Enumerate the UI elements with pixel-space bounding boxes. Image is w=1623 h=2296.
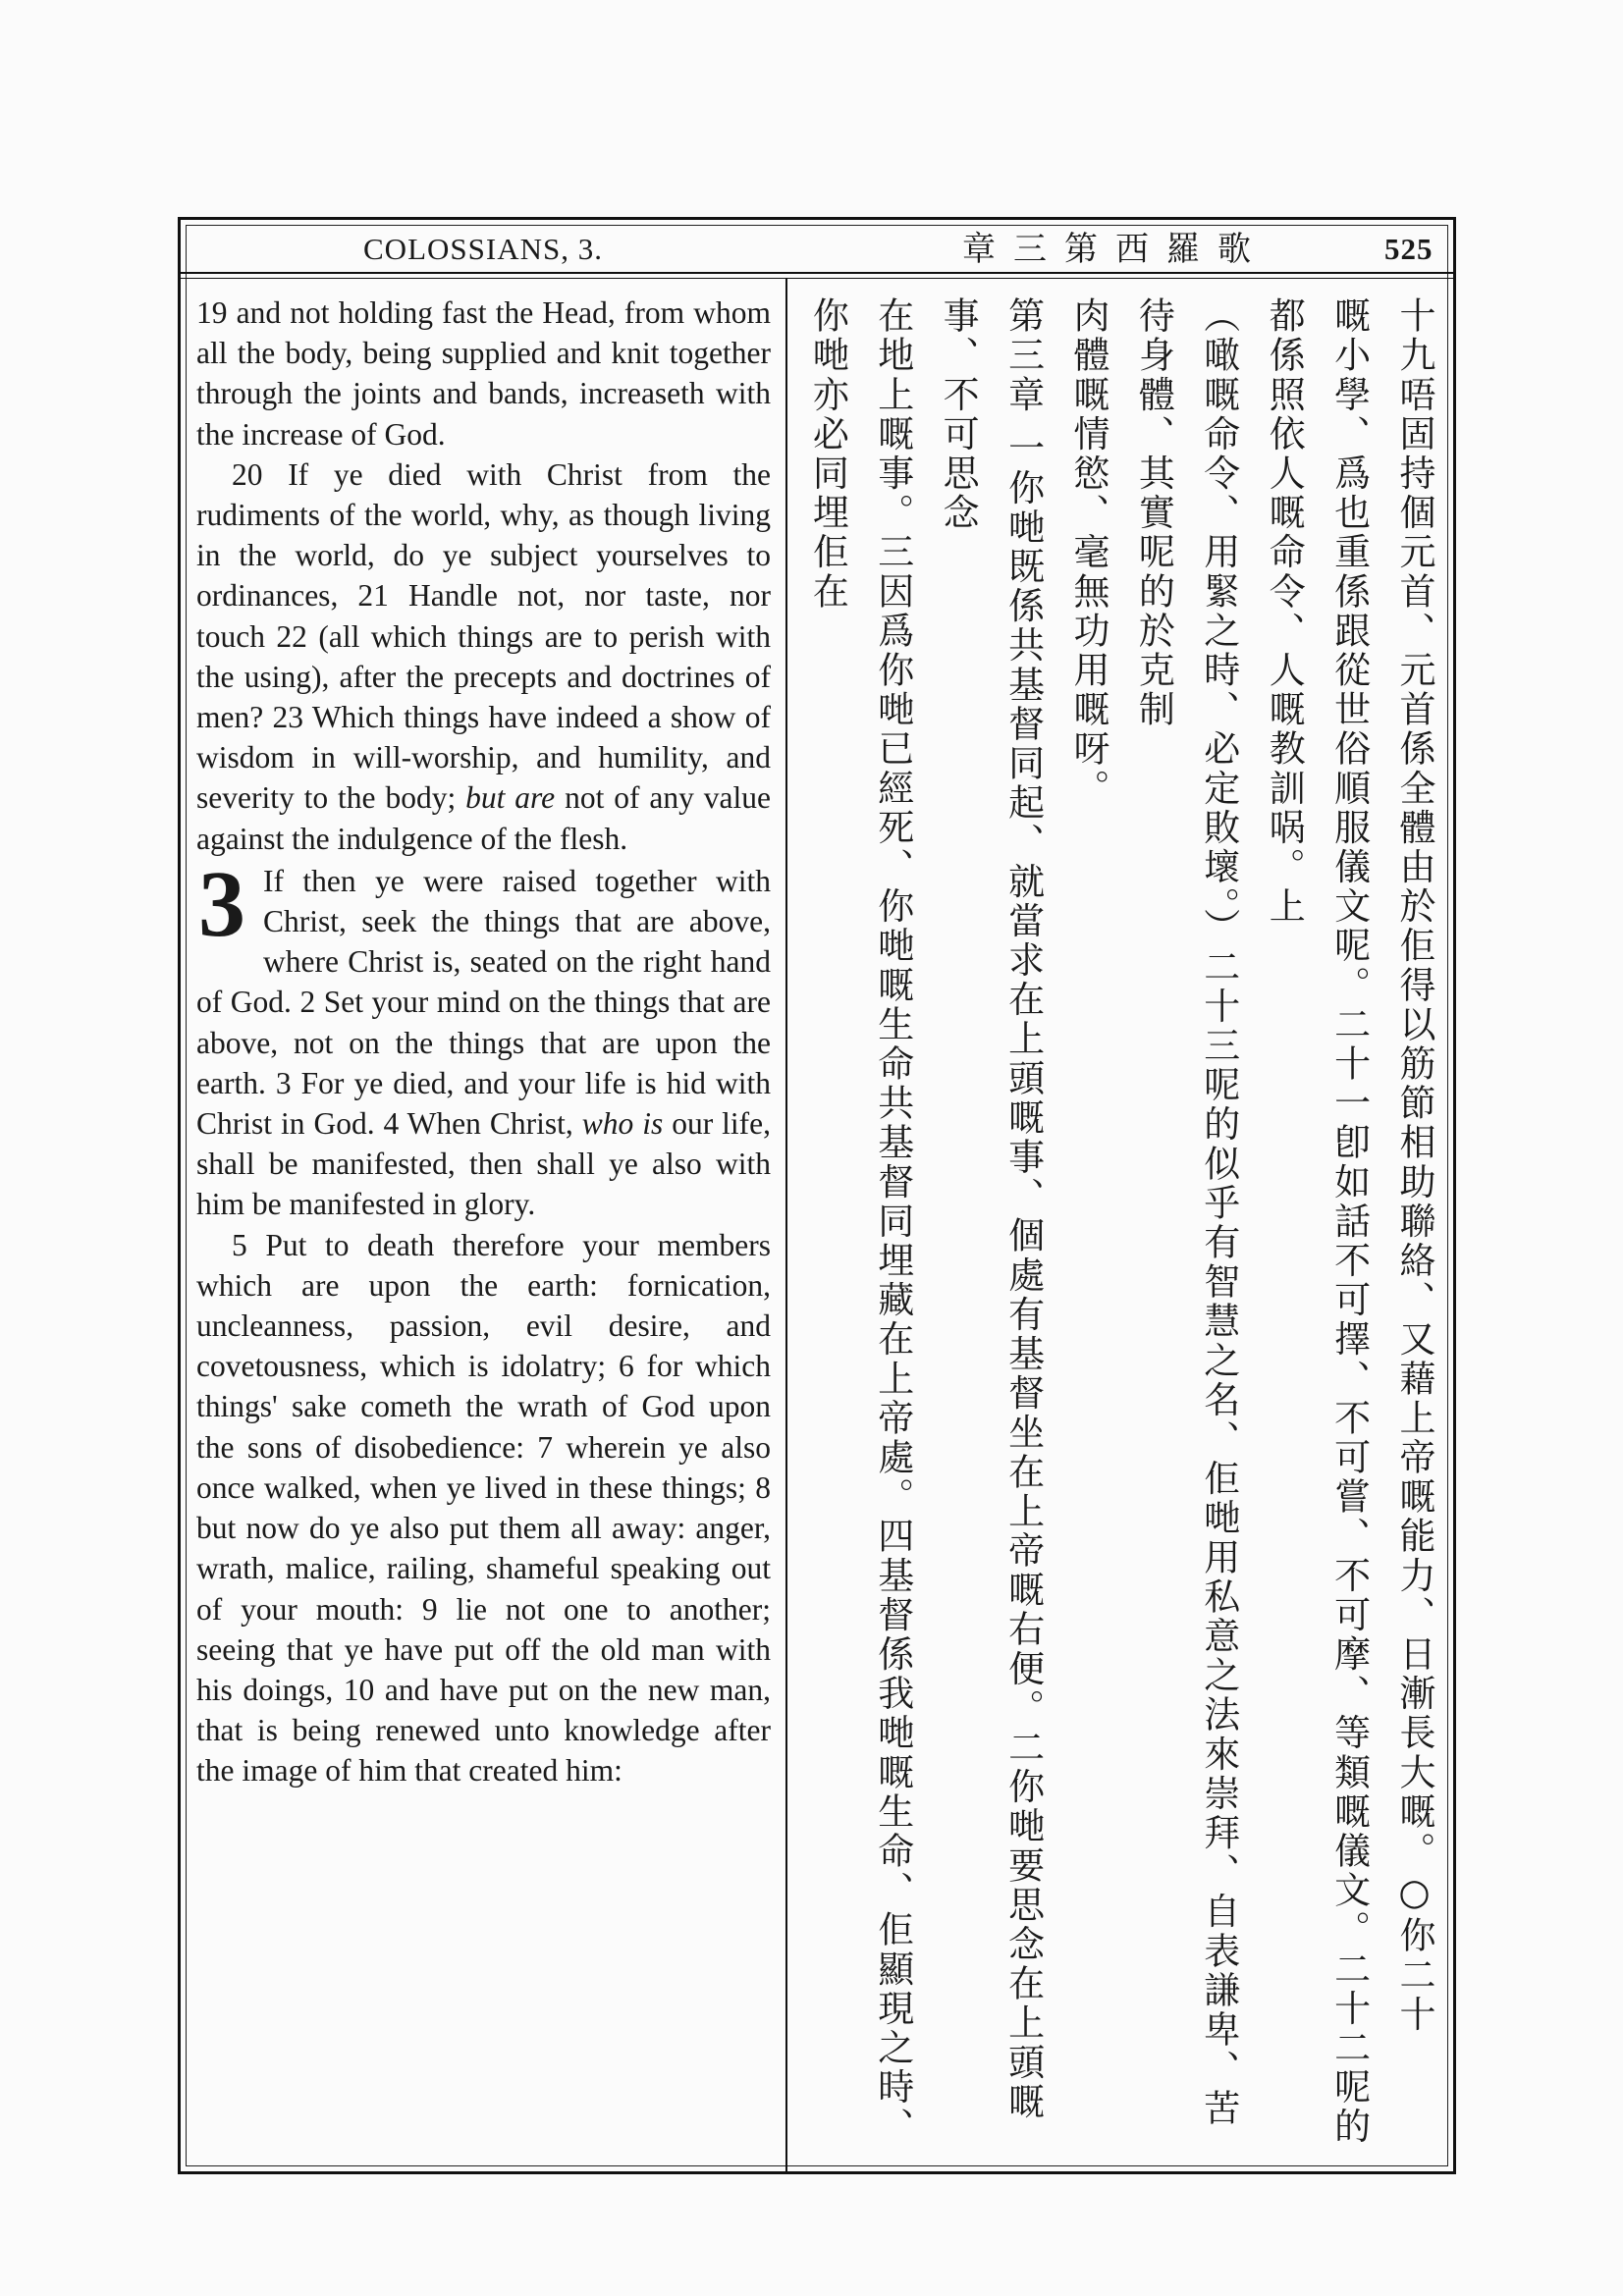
chapter-drop-number: 3	[198, 850, 245, 956]
running-title-chinese: 章三第西羅歌	[962, 230, 1269, 269]
chinese-text-column	[803, 296, 1446, 2162]
chinese-column-line: 在地上嘅事。三因爲你哋已經死、你哋嘅生命共基督同埋藏在上帝處。四基督係我哋嘅生命、佢顯現之時、你哋亦必同埋佢在	[806, 296, 914, 2147]
column-divider	[785, 278, 787, 2174]
chapter-opening-paragraph	[196, 850, 772, 1225]
verse-text: If then ye were raised together with Christ, seek the things that are above, where Christ is, seated on the right hand of God. 2 Set your mind on the things that are above, not on the things that are upon the earth. 3 For ye died, and your life is hid with Christ in God. 4 When Christ,	[196, 863, 771, 1142]
verse-text: our life, shall be manifested, then shall ye also with him be manifested in glory.	[196, 1106, 772, 1222]
english-text-column	[196, 293, 771, 1791]
chinese-column-line: 肉體嘅情慾、毫無功用嘅呀。	[1066, 296, 1109, 809]
header-rule-secondary	[178, 278, 1456, 279]
page-number: 525	[1384, 232, 1434, 266]
chinese-column-line: 第三章 一你哋既係共基督同起、就當求在上頭嘅事、個處有基督坐在上帝嘅右便。二你哋要思念在上頭嘅事、不可思念	[937, 296, 1045, 2122]
italic-text: who is	[581, 1106, 664, 1142]
verse-text: not of any value against the indulgence of the flesh.	[196, 780, 772, 856]
header-rule	[178, 272, 1456, 274]
running-title-english: COLOSSIANS, 3.	[363, 232, 603, 266]
italic-text: but are	[465, 780, 556, 816]
verse-text: 20 If ye died with Christ from the rudiments of the world, why, as though living in the world, do ye subject yourselves to ordinances, 21 Handle not, nor taste, nor touch 22 (all which things are to perish with the using), after the precepts and doctrines of men? 23 Which things have indeed a show of wisdom in will-worship, and humility, and severity to the body;	[196, 456, 771, 816]
chinese-column-line: （噉嘅命令、用緊之時、必定敗壞。）二十三呢的似乎有智慧之名、佢哋用私意之法來崇拜、自表謙卑、苦待身體、其實呢的於克制	[1132, 296, 1240, 2129]
verse-paragraph: 5 Put to death therefore your members which are upon the earth: fornication, uncleanness, passion, evil desire, and covetousness, which is idolatry; 6 for which things' sake cometh the wrath of God upon the sons of disobedience: 7 wherein ye also once walked, when ye lived in these things; 8 but now do ye also put them all away: anger, wrath, malice, railing, shameful speaking out of your mouth: 9 lie not one to another; seeing that ye have put off the old man with his doings, 10 and have put on the new man, that is being renewed unto knowledge after the image of him that created him:	[196, 1227, 771, 1789]
chinese-column-line: 十九唔固持個元首、元首係全體由於佢得以筋節相助聯絡、又藉上帝嘅能力、日漸長大嘅。○你二十	[1393, 296, 1435, 2035]
verse-paragraph: 19 and not holding fast the Head, from whom all the body, being supplied and knit together through the joints and bands, increaseth with the increase of God.	[196, 295, 771, 452]
chinese-column-line: 嘅小學、爲也重係跟從世俗順服儀文呢。二十一卽如話不可擇、不可嘗、不可摩、等類嘅儀文。二十二呢的都係照依人嘅命令、人嘅教訓㖞。上	[1263, 296, 1371, 2147]
verse-paragraph	[196, 454, 771, 859]
